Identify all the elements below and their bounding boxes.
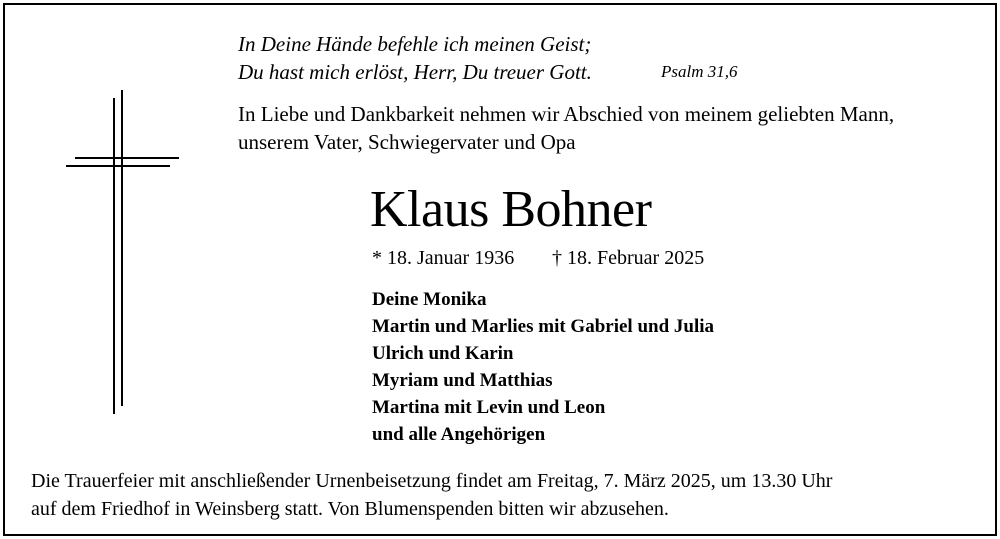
verse-line-2: Du hast mich erlöst, Herr, Du treuer Gott. xyxy=(238,60,592,84)
deceased-name: Klaus Bohner xyxy=(370,181,652,238)
mourner-line: Martin und Marlies mit Gabriel und Julia xyxy=(372,316,715,337)
mourner-line: und alle Angehörigen xyxy=(372,424,546,445)
birth-date: * 18. Januar 1936 xyxy=(372,247,515,269)
mourner-line: Myriam und Matthias xyxy=(372,370,553,391)
mourner-line: Ulrich und Karin xyxy=(372,343,514,364)
intro-line-1: In Liebe und Dankbarkeit nehmen wir Abschied von meinem geliebten Mann, xyxy=(238,102,895,126)
death-date: † 18. Februar 2025 xyxy=(552,247,705,269)
service-line-2: auf dem Friedhof in Weinsberg statt. Von Blumenspenden bitten wir abzusehen. xyxy=(31,498,669,520)
mourner-line: Deine Monika xyxy=(372,289,487,310)
verse-reference: Psalm 31,6 xyxy=(661,62,738,81)
verse-line-1: In Deine Hände befehle ich meinen Geist; xyxy=(238,32,592,56)
intro-line-2: unserem Vater, Schwiegervater und Opa xyxy=(238,130,576,154)
service-line-1: Die Trauerfeier mit anschließender Urnenbeisetzung findet am Freitag, 7. März 2025, um 13.30 Uhr xyxy=(31,470,833,492)
mourner-line: Martina mit Levin und Leon xyxy=(372,397,606,418)
